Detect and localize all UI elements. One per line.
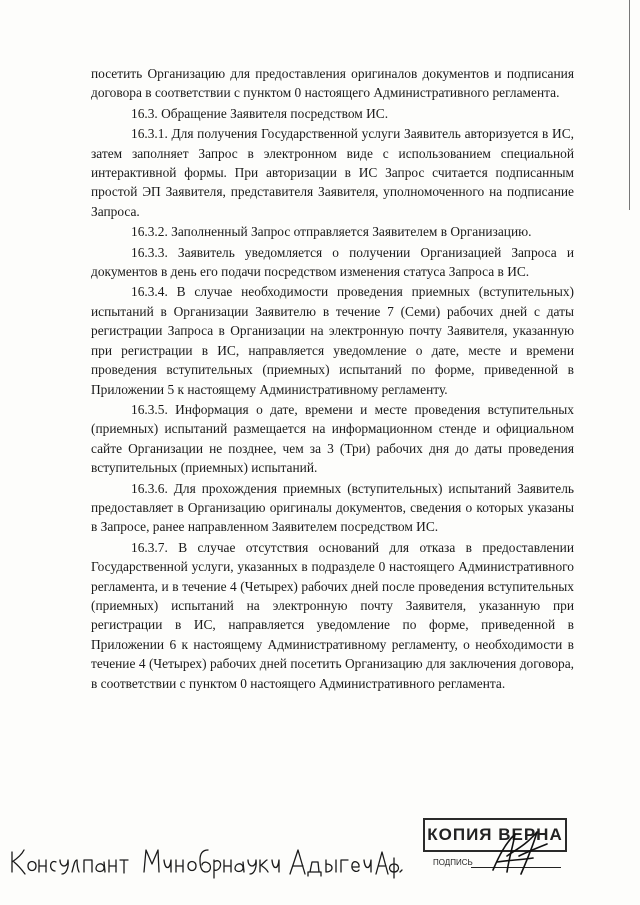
- paragraph-16-3-2: 16.3.2. Заполненный Запрос отправляется Заявителем в Организацию.: [131, 224, 532, 240]
- document-body: [91, 64, 574, 693]
- stamp-title: КОПИЯ ВЕРНА: [427, 825, 563, 844]
- scan-edge-line: [629, 0, 630, 210]
- handwritten-certification-note: [8, 836, 408, 886]
- paragraph-16-3-1: 16.3.1. Для получения Государственной услуги Заявитель авторизуется в ИС, затем заполняет Запрос в электронном виде с использованием специальной интерактивной формы. При авторизации в ИС Запрос считается подписанным простой ЭП Заявителя, представителя Заявителя, уполномоченного на подписание Запроса.: [91, 126, 574, 219]
- stamp-signature-label: ПОДПИСЬ: [433, 858, 473, 867]
- paragraph-continuation: посетить Организацию для предоставления оригиналов документов и подписания договора в соответствии с пунктом 0 настоящего Административного регламента.: [91, 66, 574, 101]
- paragraph-16-3-7: 16.3.7. В случае отсутствия оснований для отказа в предоставлении Государственной услуги, указанных в подразделе 0 настоящего Административного регламента, и в течение 4 (Четырех) рабочих дней после проведения вступительных (приемных) испытаний на электронную почту Заявителя, указанную при регистрации в ИС, направляется уведомление по форме, приведенной в Приложении 6 к настоящему Административному регламенту, о необходимости в течение 4 (Четырех) рабочих дней посетить Организацию для заключения договора, в соответствии с пунктом 0 настоящего Административного регламента.: [91, 539, 574, 691]
- paragraph-16-3-4: 16.3.4. В случае необходимости проведения приемных (вступительных) испытаний в Организации Заявителю в течение 7 (Семи) рабочих дней с даты регистрации Запроса в Организации на электронную почту Заявителя, указанную при регистрации в ИС, направляется уведомление о дате, месте и времени проведения вступительных (приемных) испытаний по форме, приведенной в Приложении 5 к настоящему Административному регламенту.: [91, 284, 574, 397]
- paragraph-16-3-3: 16.3.3. Заявитель уведомляется о получении Организацией Запроса и документов в день его подачи посредством изменения статуса Запроса в ИС.: [91, 244, 574, 280]
- paragraph-16-3-5: 16.3.5. Информация о дате, времени и месте проведения вступительных (приемных) испытаний размещается на информационном стенде и официальном сайте Организации не позднее, чем за 3 (Три) рабочих дня до даты проведения вступительных (приемных) испытаний.: [91, 401, 574, 476]
- section-heading-16-3: 16.3. Обращение Заявителя посредством ИС.: [131, 105, 389, 121]
- certification-stamp: [423, 818, 571, 878]
- paragraph-16-3-6: 16.3.6. Для прохождения приемных (вступительных) испытаний Заявитель предоставляет в Организацию оригиналы документов, сведения о которых указаны в Запросе, ранее направленном Заявителем посредством ИС.: [91, 480, 574, 535]
- stamp-signature: [485, 826, 555, 878]
